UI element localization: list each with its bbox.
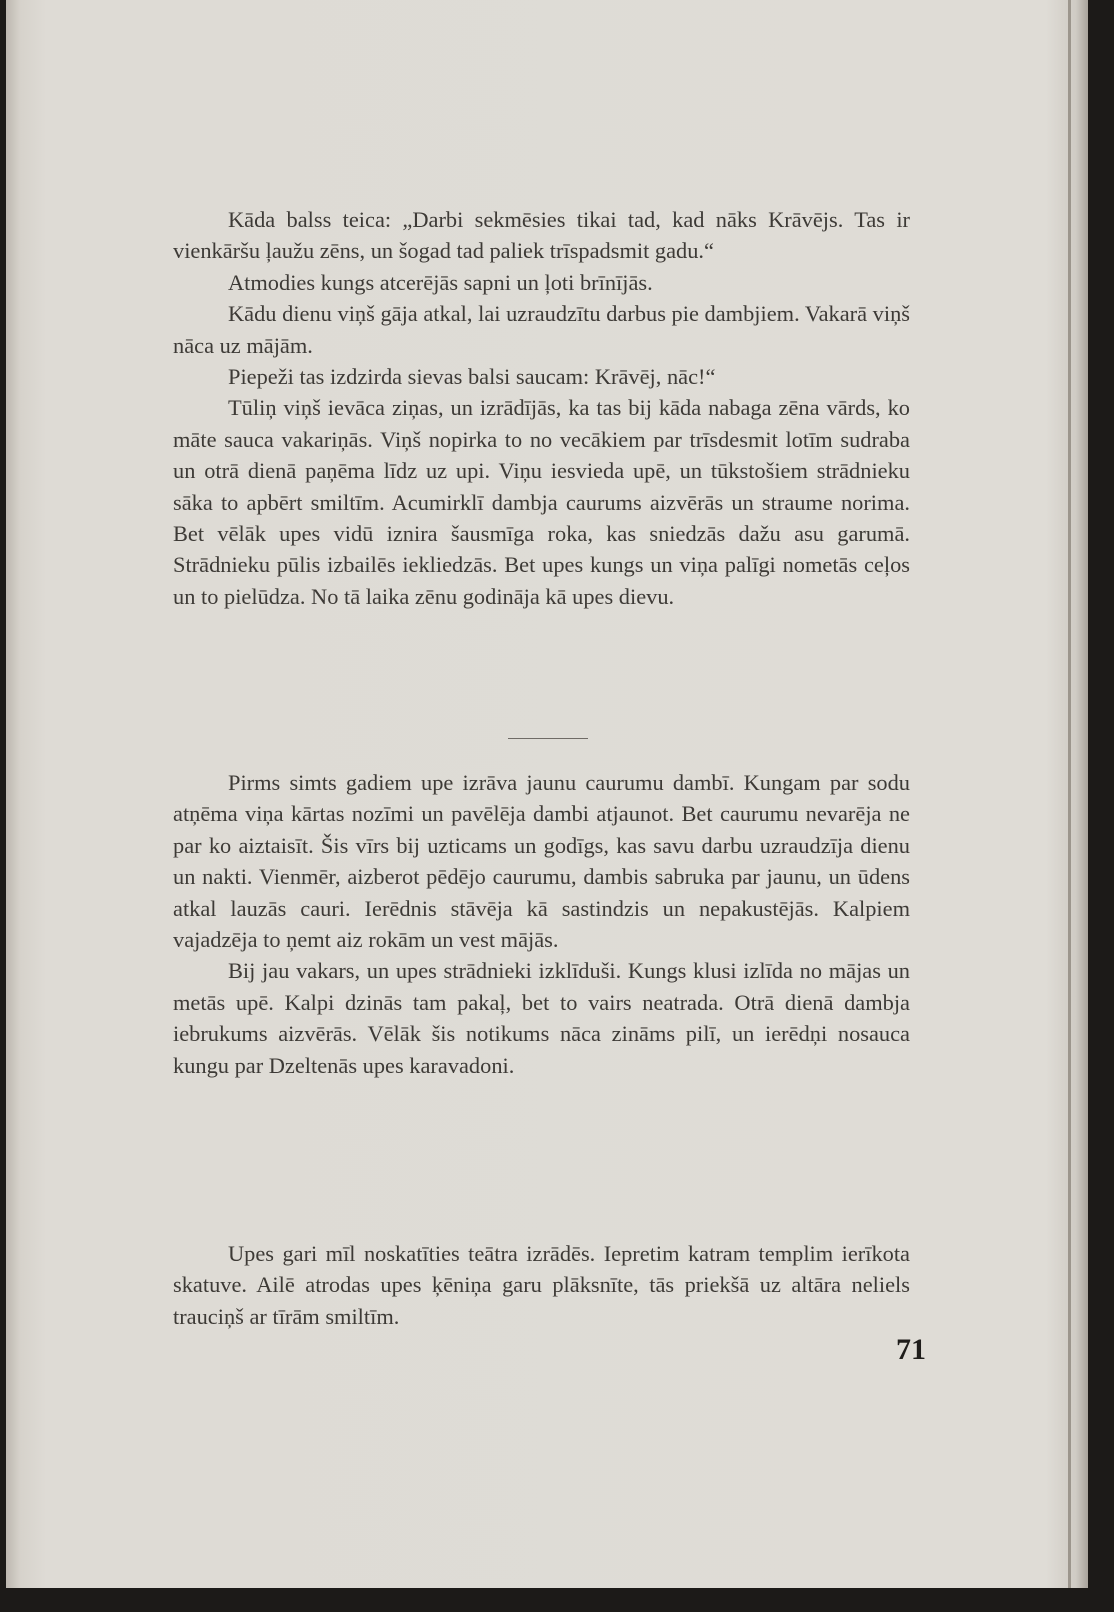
paragraph: Upes gari mīl noskatīties teātra izrādēs. Iepretim katram templim ierīkota skatuve. Ailē atrodas upes ķēniņa garu plāksnīte, tās priekšā uz altāra neliels trauciņš ar tīrām smiltīm. [173,1241,910,1329]
paragraph: Kāda balss teica: „Darbi sekmēsies tikai tad, kad nāks Krāvējs. Tas ir vienkāršu ļaužu zēns, un šogad tad paliek trīspadsmit gadu.“ [173,207,910,264]
paragraph: Kādu dienu viņš gāja atkal, lai uzraudzītu darbus pie dambjiem. Vakarā viņš nāca uz mājām. [173,301,910,358]
paragraph: Tūliņ viņš ievāca ziņas, un izrādījās, ka tas bij kāda nabaga zēna vārds, ko māte sauca vakariņās. Viņš nopirka to no vecākiem par trīsdesmit lotīm sudraba un otrā dienā paņēma līdz uz upi. Viņu iesvieda upē, un tūkstošiem strādnieku sāka to apbērt smiltīm. Acumirklī dambja caurums aizvērās un straume norima. Bet vēlāk upes vidū iznira šausmīga roka, kas sniedzās dažu asu garumā. Strādnieku pūlis izbailēs iekliedzās. Bet upes kungs un viņa palīgi nometās ceļos un to pielūdza. No tā laika zēnu godināja kā upes dievu. [173,395,910,609]
book-page [6,0,1088,1588]
paragraph: Pirms simts gadiem upe izrāva jaunu caurumu dambī. Kungam par sodu atņēma viņa kārtas nozīmi un pavēlēja dambi atjaunot. Bet caurumu nevarēja ne par ko aiztaisīt. Šis vīrs bij uzticams un godīgs, kas savu darbu uzraudzīja dienu un nakti. Vienmēr, aizberot pēdējo caurumu, dambis sabruka par jaunu, un ūdens atkal lauzās cauri. Ierēdnis stāvēja kā sastindzis un nepakustējās. Kalpiem vajadzēja to ņemt aiz rokām un vest mājās. [173,770,910,953]
paragraph: Piepeži tas izdzirda sievas balsi saucam: Krāvēj, nāc!“ [228,364,716,390]
page-edge [1068,0,1071,1588]
text-section-2 [173,767,910,1081]
section-divider [508,738,588,739]
paragraph: Bij jau vakars, un upes strādnieki izklīduši. Kungs klusi izlīda no mājas un metās upē. Kalpi dzinās tam pakaļ, bet to vairs neatrada. Otrā dienā dambja iebrukums aizvērās. Vēlāk šis notikums nāca zināms pilī, un ierēdņi nosauca kungu par Dzeltenās upes karavadoni. [173,958,910,1078]
text-section-3 [173,1238,910,1332]
page-number: 71 [896,1333,926,1366]
paragraph: Atmodies kungs atcerējās sapni un ļoti brīnījās. [228,269,653,295]
text-section-1 [173,204,910,612]
